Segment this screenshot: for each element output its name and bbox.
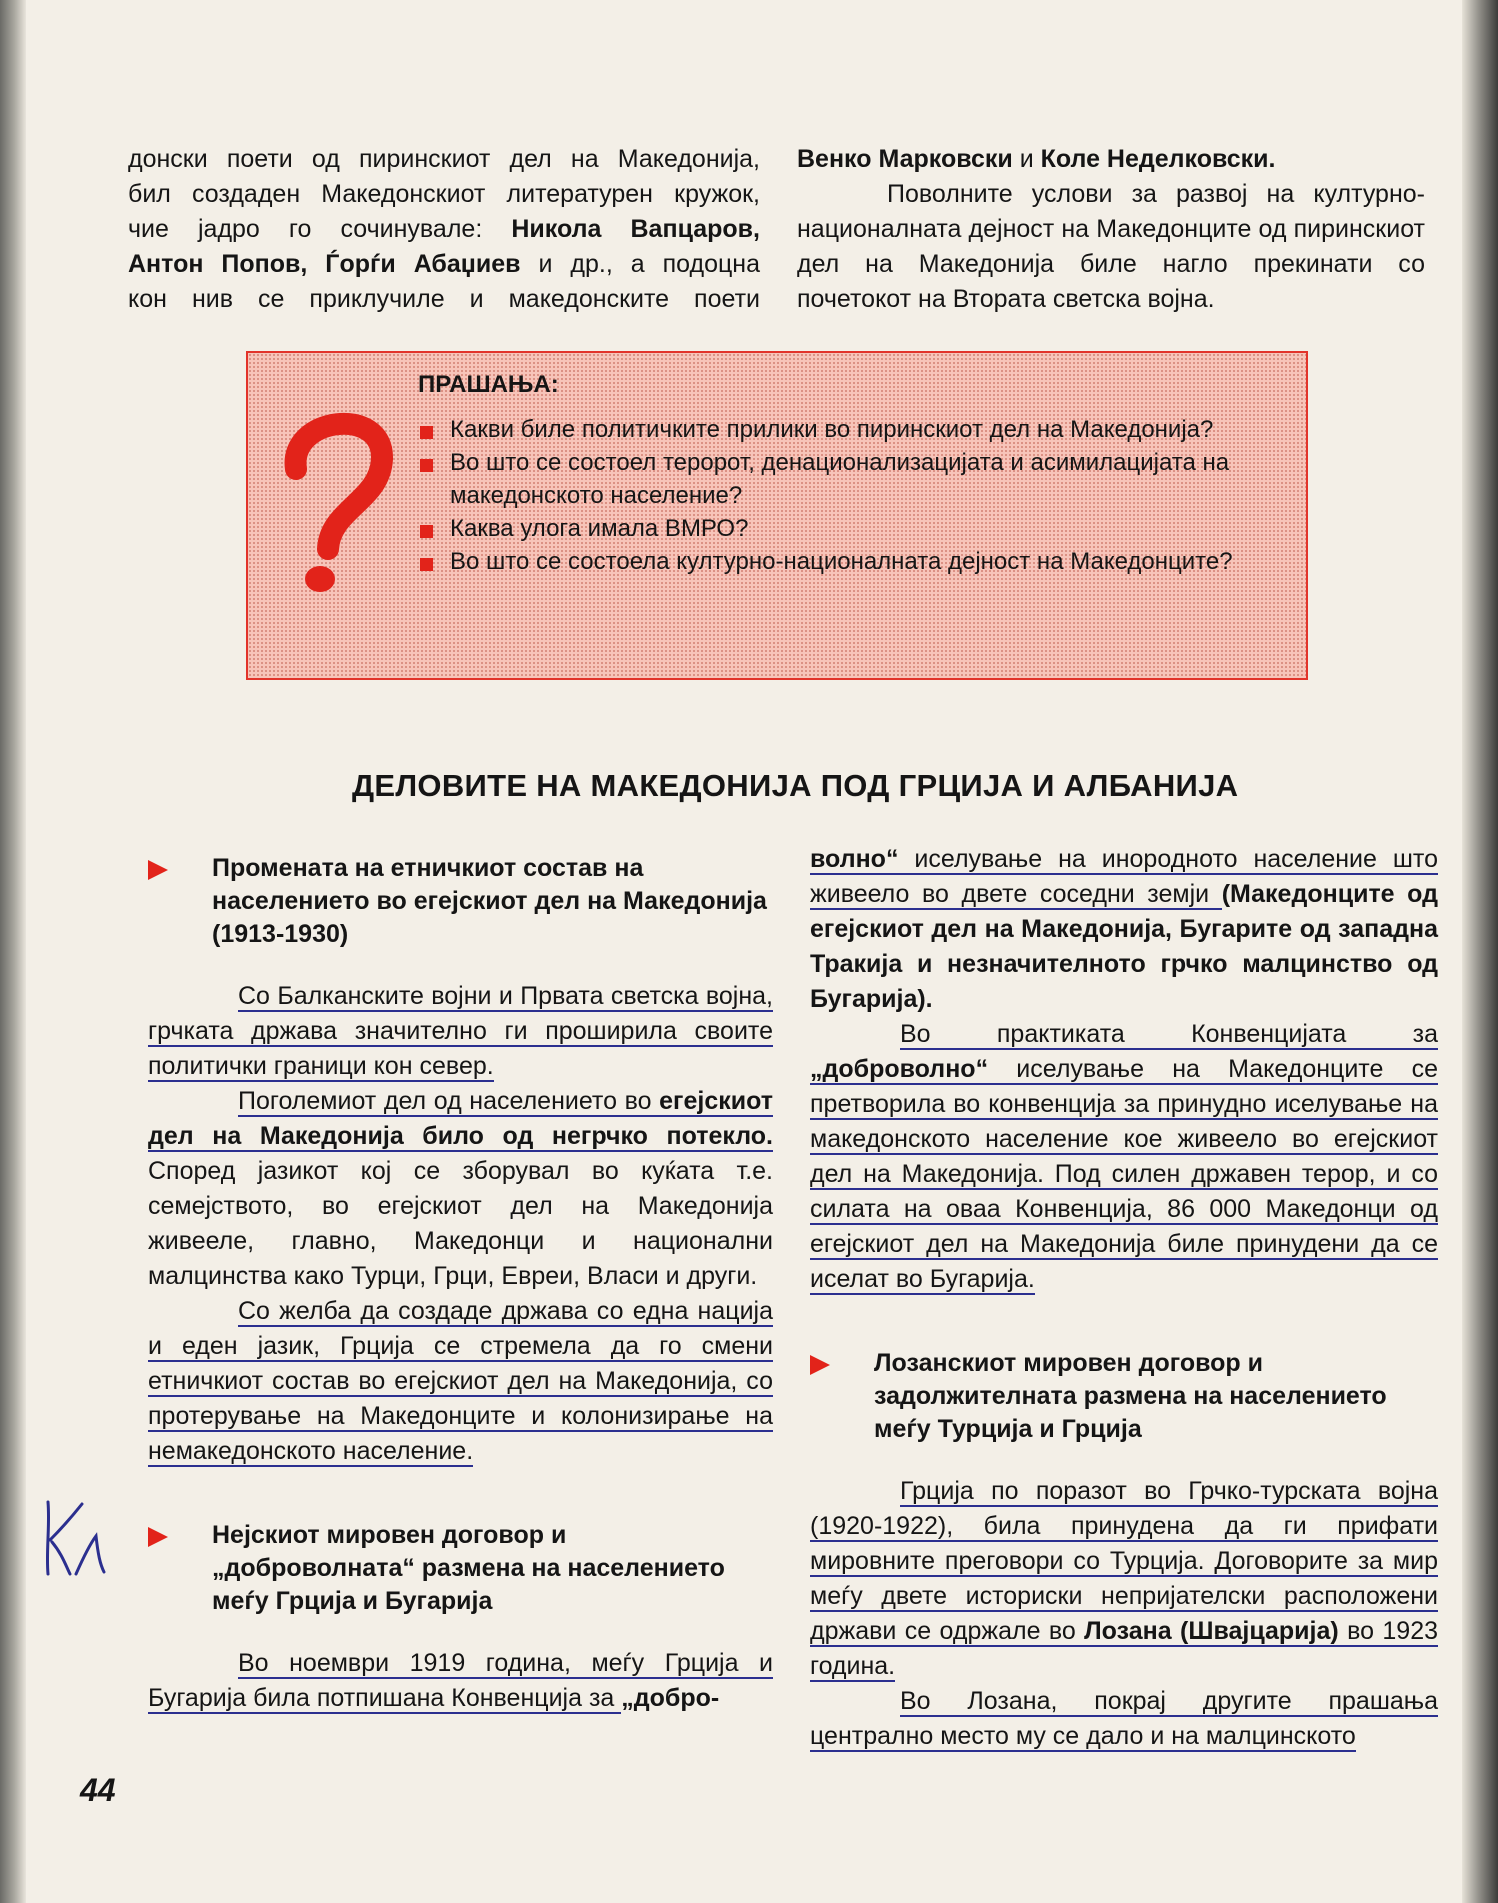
- underlined-text: Поголемиот дел од населението во: [238, 1087, 660, 1115]
- underlined-text: иселување на Македонците се претворила во конвенција за принудно иселување на македонското население кое живеело во егејскиот дел на Македонија. Под силен државен терор, и со силата на оваа Конвенција, 86 000 Македонци од егејскиот дел на Македонија биле принудени да се иселат во Бугарија.: [810, 1055, 1438, 1293]
- bold-names: Антон Попов, Ѓорѓи Абаџиев: [128, 250, 521, 278]
- text-line: [128, 247, 760, 282]
- text-span: и: [1012, 145, 1041, 173]
- subheading: [810, 1347, 1438, 1446]
- bold-text: (Македонците од егејскиот дел на Македонија, Бугарите од западна Тракија и незначителното грчко малцинство од Бугарија).: [810, 880, 1438, 1013]
- square-bullet-icon: [420, 525, 433, 538]
- underlined-text: Грција по поразот во Грчко-турската војна (1920-1922), била принудена да ги прифати мировните преговори со Турција. Договорите за мир меѓу двете историски непријателски расположени држави се одржале во: [810, 1477, 1438, 1645]
- question-item: [418, 413, 1288, 446]
- triangle-arrow-icon: [148, 1527, 168, 1547]
- square-bullet-icon: [420, 426, 433, 439]
- page-edge-left: [0, 0, 26, 1903]
- question-text: Какви биле политичките прилики во пиринскиот дел на Македонија?: [450, 416, 1214, 443]
- paragraph: [810, 1017, 1438, 1297]
- bold-names: Венко Марковски: [797, 145, 1013, 173]
- paragraph: [810, 1684, 1438, 1754]
- underlined-text: иселување на инородното население што живеело во двете соседни земји: [810, 845, 1438, 908]
- page-number: 44: [80, 1772, 116, 1808]
- bottom-right-column: [810, 842, 1438, 1754]
- text-line: [797, 142, 1425, 177]
- question-text: Каква улога имала ВМРО?: [450, 515, 749, 542]
- question-text: Во што се состоела културно-националната дејност на Македонците?: [450, 548, 1233, 575]
- bold-underlined-text: егејскиот дел на Македонија било од негрчко потекло.: [148, 1087, 773, 1150]
- paragraph: [148, 1084, 773, 1294]
- underlined-text: Со желба да создаде држава со една нација и еден јазик, Грција се стремела да го смени етничкиот состав во егејскиот дел на Македонија, со протерување на Македонците и колонизирање на немакедонското население.: [148, 1297, 773, 1465]
- subheading-text: Лозанскиот мировен договор и задолжителната размена на населението меѓу Турција и Грција: [874, 1349, 1387, 1443]
- paragraph: [810, 1474, 1438, 1684]
- questions-title: ПРАШАЊА:: [418, 371, 559, 398]
- bold-underlined-text: волно“: [810, 845, 899, 873]
- paragraph: Поволните услови за развој на културно-националната дејност на Македонците од пиринскиот дел на Македонија биле нагло прекинати со почетокот на Втората светска војна.: [797, 180, 1425, 313]
- question-item: [418, 446, 1288, 512]
- bold-names: Коле Неделковски.: [1040, 145, 1276, 173]
- text-span: и др., а подоцна: [520, 250, 760, 278]
- questions-list: [418, 413, 1288, 578]
- subheading-text: Промената на етничкиот состав на населението во егејскиот дел на Македонија (1913-1930): [212, 854, 767, 948]
- top-right-column: [797, 142, 1425, 317]
- text-line: [128, 212, 760, 247]
- handwritten-mark-icon: [40, 1496, 110, 1578]
- top-left-column: [128, 142, 760, 317]
- paragraph: [810, 842, 1438, 1017]
- square-bullet-icon: [420, 459, 433, 472]
- underlined-text: Во ноември 1919 година, меѓу Грција и Бугарија била потпишана Конвенција за: [148, 1649, 773, 1712]
- underlined-text: во 1923 година.: [810, 1617, 1438, 1680]
- text-span: чие јадро го сочинувале:: [128, 215, 512, 243]
- questions-box: [246, 351, 1308, 680]
- bold-names: Никола Вапцаров,: [511, 215, 760, 243]
- page-edge-right: [1462, 0, 1498, 1903]
- text-line: бил создаден Македонскиот литературен кружок,: [128, 180, 760, 208]
- text-span: Според јазикот кој се зборувал во куќата т.е. семејството, во егејскиот дел на Македонија живееле, главно, Македонци и национални малцинства како Турци, Грци, Евреи, Власи и други.: [148, 1157, 773, 1290]
- bold-underlined-text: Лозана (Швајцарија): [1084, 1617, 1339, 1645]
- subheading: [148, 1519, 773, 1618]
- paragraph: [148, 1646, 773, 1716]
- question-text: Во што се состоел теророт, денационализацијата и асимилацијата на македонското население?: [450, 449, 1230, 509]
- paragraph: [148, 1294, 773, 1469]
- text-line: донски поети од пиринскиот дел на Македонија,: [128, 145, 760, 173]
- square-bullet-icon: [420, 558, 433, 571]
- triangle-arrow-icon: [810, 1355, 830, 1375]
- triangle-arrow-icon: [148, 860, 168, 880]
- question-item: [418, 545, 1288, 578]
- subheading-text: Нејскиот мировен договор и „доброволната“ размена на населението меѓу Грција и Бугарија: [212, 1521, 725, 1615]
- subheading: [148, 852, 773, 951]
- question-item: [418, 512, 1288, 545]
- bottom-left-column: [148, 852, 773, 1716]
- underlined-text: Во практиката Конвенцијата за: [900, 1020, 1438, 1048]
- underlined-text: Во Лозана, покрај другите прашања централно место му се дало и на малцинското: [810, 1687, 1438, 1750]
- question-mark-icon: [274, 397, 394, 597]
- bold-underlined-text: „доброволно“: [810, 1055, 989, 1083]
- text-line: кон нив се приклучиле и македонските поети: [128, 285, 760, 313]
- paragraph: [148, 979, 773, 1084]
- section-title: ДЕЛОВИТЕ НА МАКЕДОНИЈА ПОД ГРЦИЈА И АЛБАНИЈА: [352, 768, 1239, 803]
- underlined-text: Со Балканските војни и Првата светска војна, грчката држава значително ги проширила своите политички граници кон север.: [148, 982, 773, 1080]
- bold-text: „добро-: [621, 1684, 720, 1712]
